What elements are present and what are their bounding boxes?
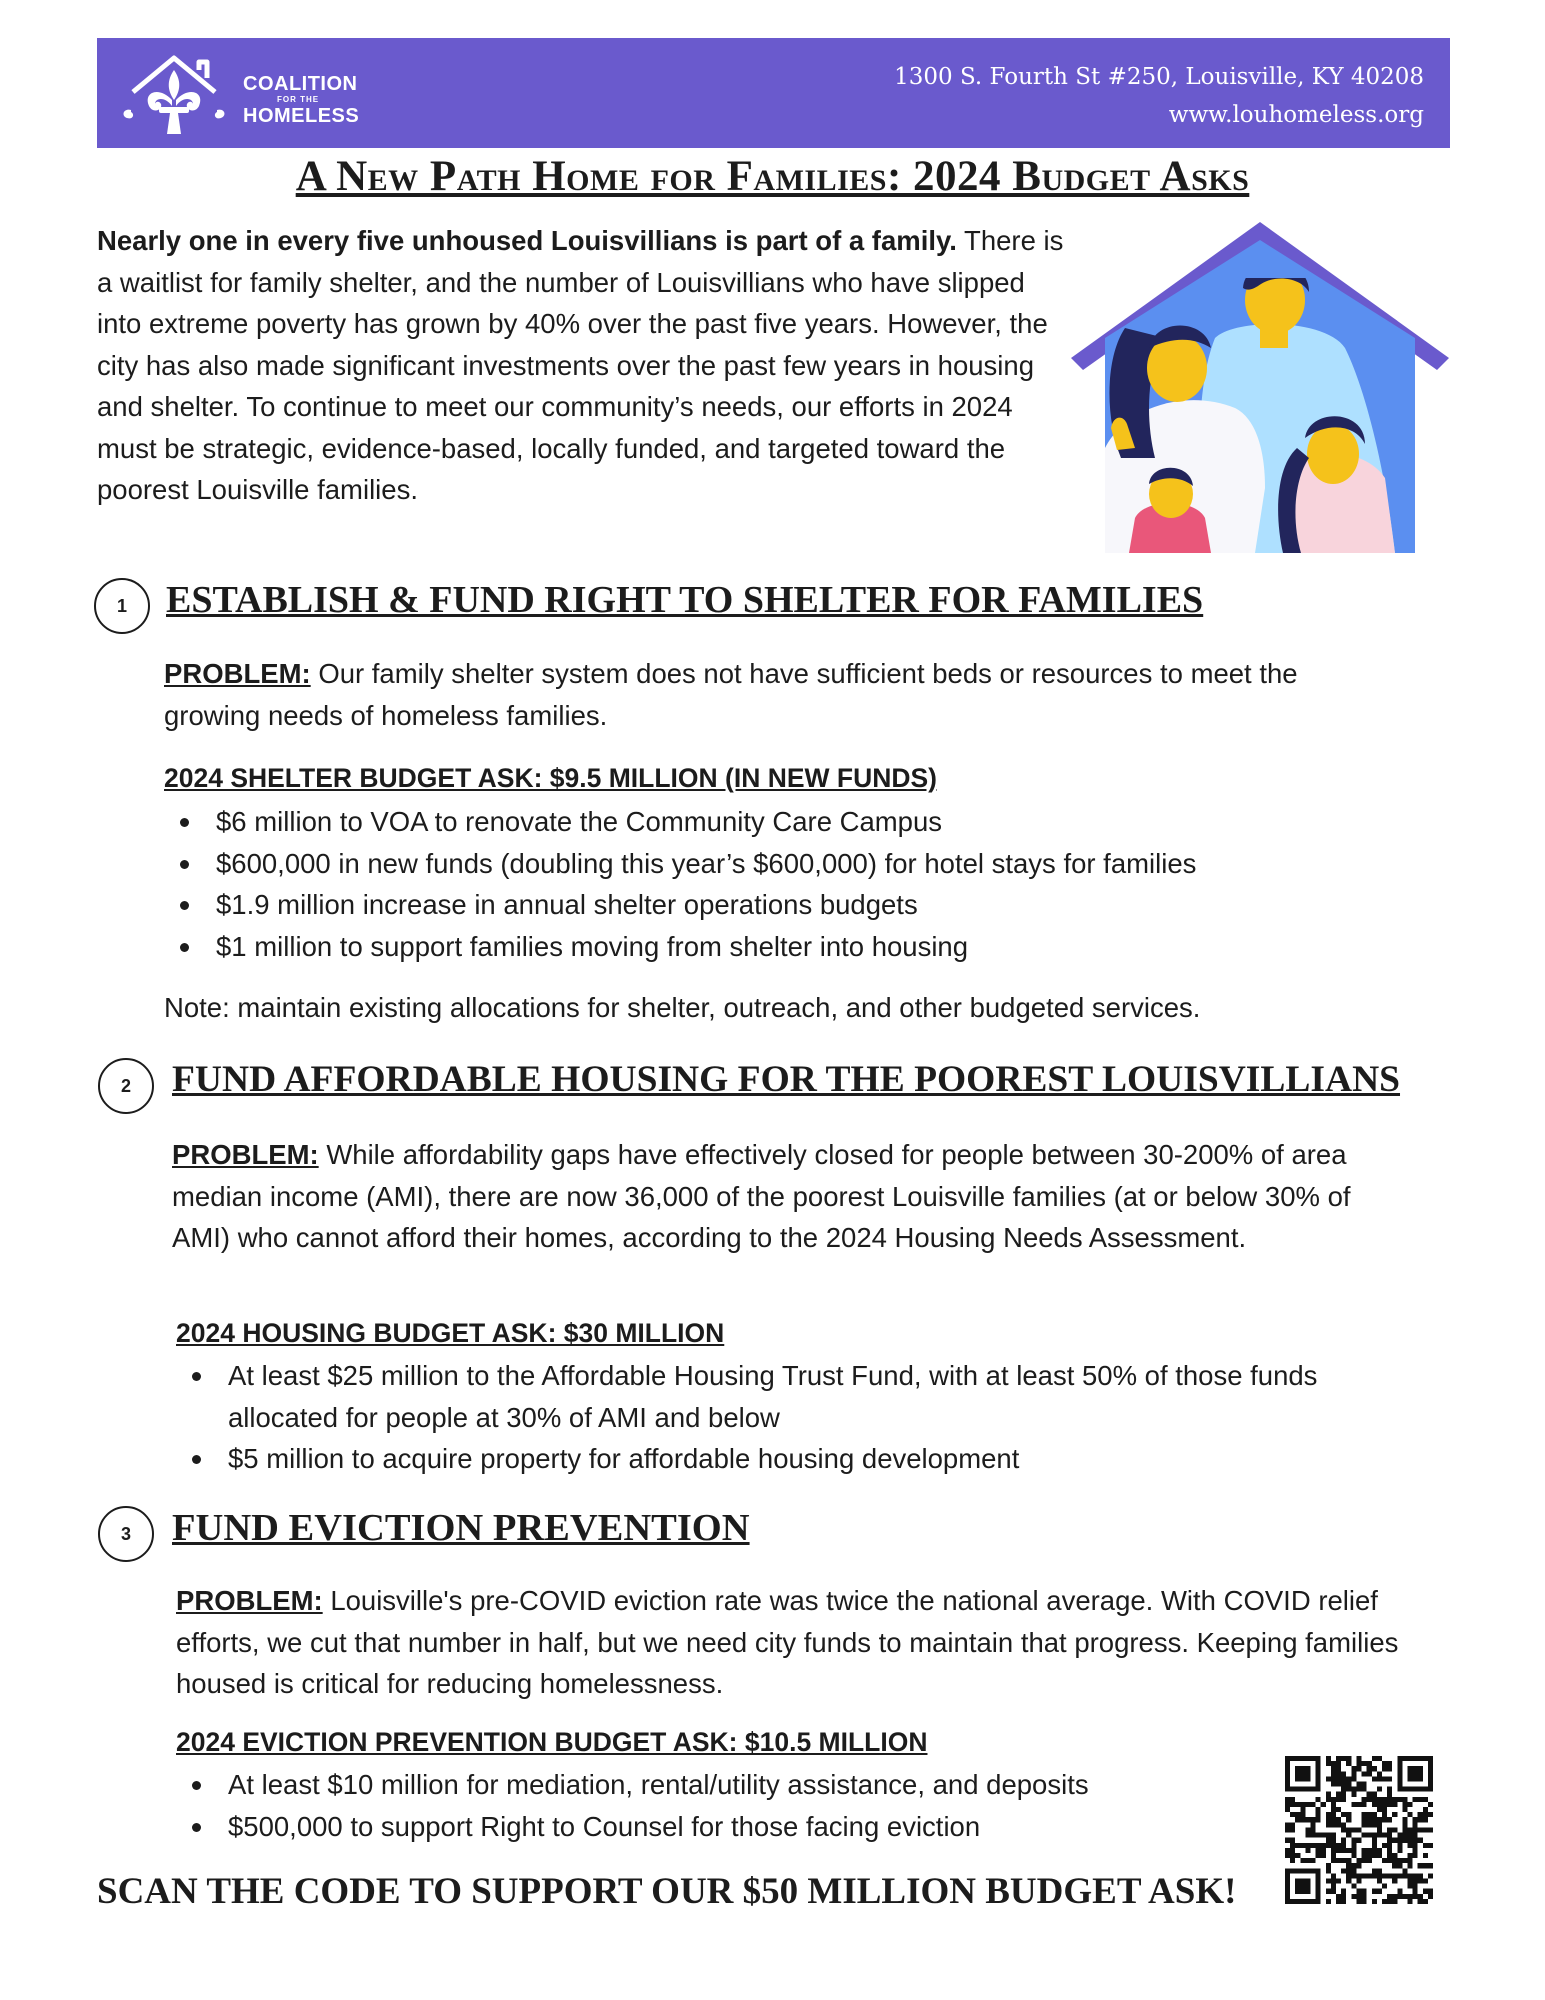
problem-label: PROBLEM: (172, 1139, 319, 1170)
list-item: $500,000 to support Right to Counsel for those facing eviction (176, 1806, 1286, 1848)
logo-line-3: HOMELESS (243, 105, 360, 127)
section-3-number: 3 (98, 1506, 154, 1562)
problem-text: Louisville's pre-COVID eviction rate was twice the national average. With COVID relief efforts, we cut that number in half, but we need city funds to maintain that progress. Keeping families housed is critical for reducing homelessness. (176, 1585, 1399, 1699)
section-2-title: FUND AFFORDABLE HOUSING FOR THE POOREST LOUISVILLIANS (172, 1059, 1401, 1100)
section-2-bullets (176, 1355, 1386, 1480)
section-2-budget-ask: 2024 HOUSING BUDGET ASK: $30 MILLION (176, 1318, 725, 1348)
section-3-title: FUND EVICTION PREVENTION (172, 1507, 750, 1549)
list-item: $6 million to VOA to renovate the Community Care Campus (164, 801, 1424, 843)
list-item: $1 million to support families moving from shelter into housing (164, 926, 1424, 968)
scan-code-cta: SCAN THE CODE TO SUPPORT OUR $50 MILLION BUDGET ASK! (97, 1871, 1237, 1912)
list-item: At least $10 million for mediation, rental/utility assistance, and deposits (176, 1764, 1286, 1806)
header-banner (97, 38, 1450, 148)
section-3-bullets (176, 1764, 1286, 1847)
section-1-note: Note: maintain existing allocations for shelter, outreach, and other budgeted services. (164, 992, 1201, 1023)
contact-info (894, 58, 1424, 134)
logo-wordmark (243, 74, 359, 126)
family-house-illustration (1065, 218, 1455, 553)
list-item: $1.9 million increase in annual shelter operations budgets (164, 884, 1424, 926)
list-item: At least $25 million to the Affordable Housing Trust Fund, with at least 50% of those funds allocated for people at 30% of AMI and below (176, 1355, 1386, 1438)
list-item: $5 million to acquire property for affordable housing development (176, 1438, 1386, 1480)
section-1-number: 1 (94, 578, 150, 634)
address: 1300 S. Fourth St #250, Louisville, KY 40208 (894, 64, 1424, 90)
website-link[interactable]: www.louhomeless.org (1168, 102, 1424, 128)
problem-text: Our family shelter system does not have sufficient beds or resources to meet the growing needs of homeless families. (164, 658, 1298, 731)
intro-lead: Nearly one in every five unhoused Louisvillians is part of a family. (97, 225, 957, 256)
section-2-number: 2 (98, 1058, 154, 1114)
intro-paragraph (97, 220, 1072, 511)
qr-code[interactable] (1285, 1756, 1433, 1904)
section-1-bullets (164, 801, 1424, 967)
fleur-de-lis-house-icon (115, 52, 233, 138)
section-2-problem (172, 1134, 1392, 1259)
list-item: $600,000 in new funds (doubling this year’s $600,000) for hotel stays for families (164, 843, 1424, 885)
section-1-title: ESTABLISH & FUND RIGHT TO SHELTER FOR FAMILIES (166, 579, 1204, 621)
section-3-problem (176, 1580, 1406, 1705)
coalition-logo[interactable] (115, 52, 475, 138)
problem-label: PROBLEM: (164, 658, 311, 689)
section-1-budget-ask: 2024 SHELTER BUDGET ASK: $9.5 MILLION (IN NEW FUNDS) (164, 763, 937, 793)
section-3-budget-ask: 2024 EVICTION PREVENTION BUDGET ASK: $10.5 MILLION (176, 1727, 928, 1757)
logo-line-2: FOR THE (277, 95, 320, 104)
logo-line-1: COALITION (243, 73, 358, 95)
intro-body: There is a waitlist for family shelter, and the number of Louisvillians who have slipped into extreme poverty has grown by 40% over the past five years. However, the city has also made significant investments over the past few years in housing and shelter. To continue to meet our community’s needs, our efforts in 2024 must be strategic, evidence-based, locally funded, and targeted toward the poorest Louisville families. (97, 225, 1064, 505)
problem-label: PROBLEM: (176, 1585, 323, 1616)
problem-text: While affordability gaps have effectively closed for people between 30-200% of area median income (AMI), there are now 36,000 of the poorest Louisville families (at or below 30% of AMI) who cannot afford their homes, according to the 2024 Housing Needs Assessment. (172, 1139, 1351, 1253)
section-1-problem (164, 653, 1394, 736)
page-title: A New Path Home for Families: 2024 Budget Asks (295, 153, 1250, 200)
